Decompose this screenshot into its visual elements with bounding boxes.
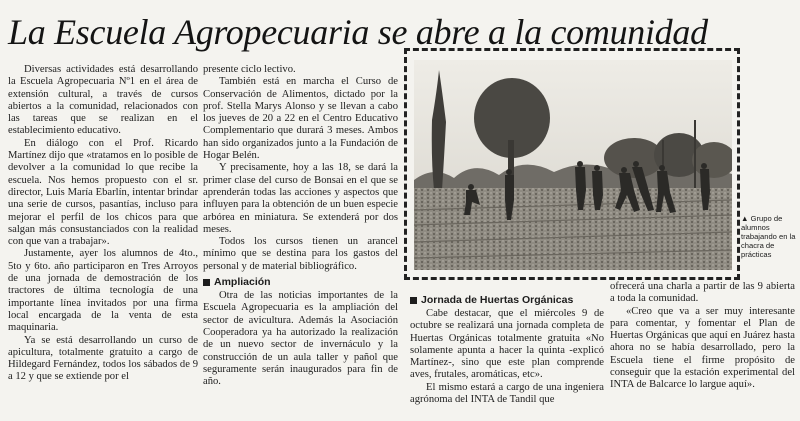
subheading-text: Jornada de Huertas Orgánicas bbox=[421, 294, 574, 306]
bullet-square-icon bbox=[410, 297, 417, 304]
headline: La Escuela Agropecuaria se abre a la comunidad bbox=[8, 12, 708, 52]
field-photo-illustration bbox=[414, 60, 732, 270]
paragraph: presente ciclo lectivo. bbox=[203, 64, 296, 75]
paragraph: En diálogo con el Prof. Ricardo Martínez dijo que «tratamos en lo posible de devolver a la comunidad lo que recibe la escuela. Nos hemos propuesto con el sr. director, Luis María Ebarlín, intentar brindar una serie de cursos, pasantías, incluso para mejorar el perfil de los chicos para que salgan más consustanciados con la realidad con que van a trabajar». bbox=[8, 137, 198, 248]
bullet-square-icon bbox=[203, 279, 210, 286]
subheading-text: Ampliación bbox=[214, 276, 271, 289]
article-column-3 bbox=[410, 291, 604, 406]
subheading-huertas bbox=[410, 294, 604, 307]
paragraph: Diversas actividades está desarrollando la Escuela Agropecuaria Nº1 en el área de extensión cultural, a través de cursos abiertos a la comunidad, relacionados con las tareas que se realizan en el establecimiento educativo. bbox=[8, 64, 198, 137]
article-column-1 bbox=[8, 64, 198, 384]
paragraph: Otra de las noticias importantes de la Escuela Agropecuaria es la ampliación del sector de avicultura. Además la Asociación Cooperadora ya ha autorizado la realización de un nuevo sector de invernáculo y la construcción de un aula taller y pañol que seguramente serán inaugurados para fin de año. bbox=[203, 290, 398, 388]
subheading-ampliacion bbox=[203, 276, 398, 289]
paragraph: El mismo estará a cargo de una ingeniera agrónoma del INTA de Tandil que bbox=[410, 381, 604, 406]
paragraph: También está en marcha el Curso de Conservación de Alimentos, dictado por la prof. Stella Marys Alonso y se llevan a cabo los jueves de 20 a 22 en el Centro Educativo Complementario que durará 3 meses. Ambos han sido organizados junto a la Fundación de Hogar Belén. bbox=[203, 76, 398, 162]
article-column-2 bbox=[203, 64, 398, 388]
paragraph: Ya se está desarrollando un curso de apicultura, totalmente gratuito a cargo de Hildegard Fernández, todos los sábados de 9 a 12 y que se extiende por el bbox=[8, 334, 198, 383]
news-photo bbox=[414, 60, 732, 270]
article-column-4 bbox=[610, 281, 795, 392]
paragraph: Y precisamente, hoy a las 18, se dará la primer clase del curso de Bonsai en el que se aprenderán todas las acciones y aspectos que influyen para la obtención de un buen especie arbórea en miniatura. Se extenderá por dos meses. bbox=[203, 162, 398, 235]
paragraph: «Creo que va a ser muy interesante para comentar, y fomentar el Plan de Huertas Orgánicas que aquí en Juárez hasta ahora no se había desarrollado, pero la Escuela tiene el firme propósito de conseguir que la estación experimental del INTA de Balcarce lo largue aquí». bbox=[610, 305, 795, 391]
photo-caption: ▲ Grupo de alumnos trabajando en la chacra de prácticas bbox=[741, 214, 796, 259]
paragraph: Todos los cursos tienen un arancel mínimo que se destina para los gastos del personal y de material bibliográfico. bbox=[203, 236, 398, 272]
paragraph: ofrecerá una charla a partir de las 9 abierta a toda la comunidad. bbox=[610, 281, 795, 305]
paragraph: Cabe destacar, que el miércoles 9 de octubre se realizará una jornada completa de Huertas Orgánicas totalmente gratuita «No solamente apunta a hacer la quinta -explicó Martínez-, sino que este plan comprende aves, frutales, aromáticas, etc». bbox=[410, 308, 604, 381]
paragraph: Justamente, ayer los alumnos de 4to., 5to y 6to. año participaron en Tres Arroyos de una jornada de demostración de los tractores de última tecnología de una importante línea invitados por una firma local encargada de la venta de esta maquinaria. bbox=[8, 248, 198, 334]
